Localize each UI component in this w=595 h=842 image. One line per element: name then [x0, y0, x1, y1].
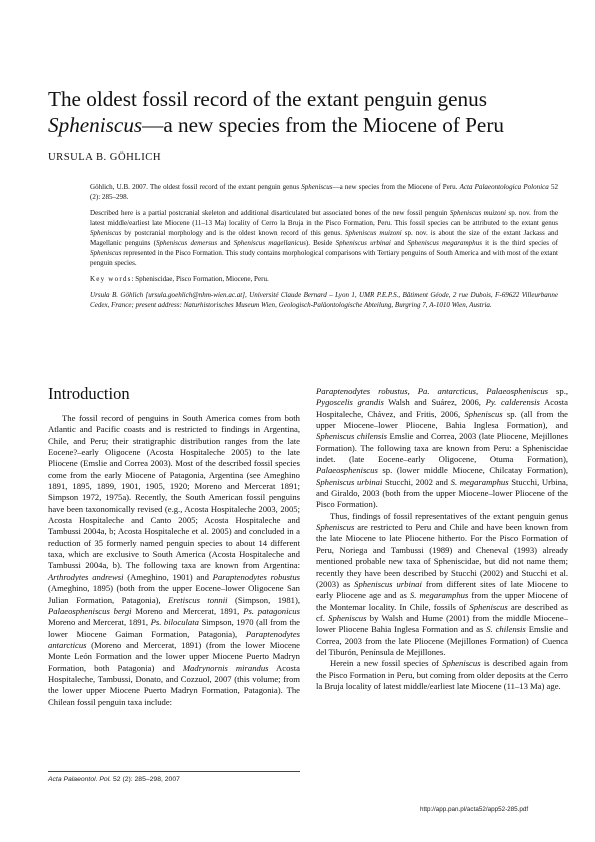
text-run: Moreno and Mercerat, 1891, — [48, 617, 151, 628]
keywords-label: Key words — [90, 275, 132, 284]
italic-run: Spheniscus muizoni — [449, 209, 506, 218]
text-run: from the upper Miocene of the Montemar locality. In Chile, fossils of — [316, 590, 568, 612]
italic-run: Palaeospheniscus bergi — [48, 605, 132, 616]
abstract-text — [90, 208, 558, 268]
italic-run: Paraptenodytes robustus — [212, 571, 300, 582]
text-run: Described here is a partial postcranial skeleton and additional disarticulated but associated bones of the new fossil penguin — [90, 209, 450, 218]
footer-rule — [48, 771, 300, 772]
intro-paragraph-2 — [316, 511, 568, 658]
text-run: sp., — [548, 386, 569, 396]
intro-paragraph-3 — [316, 658, 568, 692]
citation-end: 52 (2): 285–298. — [90, 183, 559, 202]
italic-run: S. megaramphus — [409, 590, 469, 601]
footer-url[interactable]: http://app.pan.pl/acta52/app52-285.pdf — [420, 806, 529, 813]
italic-run: Pygoscelis grandis — [316, 397, 384, 408]
footer-journal: Acta Palaeontol. Pol. — [48, 776, 112, 783]
italic-run: Palaeospheniscus — [486, 386, 548, 396]
text-run: (Ameghino, 1901) and — [123, 571, 213, 582]
italic-run: Ps. biloculata — [150, 617, 199, 628]
text-run: Stucchi, Urbina, and Giraldo, 2003 (both from the upper Miocene–lower Pliocene of the Pisco Formation). — [316, 476, 569, 510]
italic-run: Eretiscus tonnii — [168, 594, 228, 605]
italic-run: Ps. patagonicus — [243, 605, 300, 616]
keywords — [90, 274, 558, 284]
italic-run: Spheniscus — [464, 408, 503, 419]
italic-run: Py. calderensis — [485, 397, 540, 408]
keywords-list: : Spheniscidae, Pisco Formation, Miocene, Peru. — [131, 275, 269, 284]
italic-run: Spheniscus — [90, 229, 122, 238]
italic-run: Spheniscus — [316, 522, 355, 533]
text-run: it is the third species of — [481, 239, 559, 248]
intro-paragraph-1-cont — [316, 386, 568, 511]
italic-run: S. chilensis — [486, 624, 526, 635]
text-run: , — [407, 386, 418, 396]
citation-genus: Spheniscus — [301, 183, 333, 191]
italic-run: Pa. antarcticus — [417, 386, 476, 396]
text-run: sp. nov. is about the size of the extant Jackass and Magellanic penguins ( — [90, 229, 558, 248]
text-run: sp. (lower middle Miocene, Chilcatay Formation), — [377, 465, 568, 476]
text-run: represented in the Pisco Formation. This study contains morphological comparisons with Tertiary penguins of South America and with most of the extant penguin species. — [90, 249, 558, 268]
text-run: Simpson, 1970 (all from the lower Miocene Gaiman Formation, Patagonia), — [48, 617, 300, 639]
italic-run: Spheniscus megaramphus — [407, 239, 482, 248]
italic-run: Spheniscus — [90, 249, 122, 258]
citation-journal: Acta Palaeontologica Polonica — [459, 183, 549, 191]
text-run: (Simpson, 1981), — [227, 594, 300, 605]
citation-middle: —a new species from the Miocene of Peru. — [332, 183, 460, 191]
italic-run: Spheniscus — [328, 612, 367, 623]
right-column — [316, 386, 568, 692]
italic-run: Spheniscus demersus — [155, 239, 218, 248]
text-run: Stucchi, 2002 and — [382, 476, 451, 487]
citation-prefix: Göhlich, U.B. 2007. The oldest fossil record of the extant penguin genus — [90, 183, 302, 191]
text-run: (Moreno and Mercerat, 1891) (from the lower Miocene Monte León Formation and the lower upper Miocene Puerto Madryn Formation, both Patagonia) and — [48, 639, 300, 673]
text-run: Acosta Hospitaleche, Tambussi, Donato, and Cozzuol, 2007 (this volume; from the lower upper Miocene Puerto Madryn Formation, Patagonia). The Chilean fossil penguin taxa include: — [48, 662, 300, 707]
footer-volume: 52 (2): 285–298, 2007 — [111, 776, 180, 783]
text-run: by postcranial morphology and is the oldest known record of this genus. — [121, 229, 346, 238]
text-run: The fossil record of penguins in South America comes from both Atlantic and Pacific coasts and is restricted to findings in Argentina, Chile, and Peru; their stratigraphic distribution ranges from the late Eocene?–early Oligocene (Acosta Hospitaleche 2005) to the late Pliocene (Emslie and Correa 2003). Most of the described fossil species come from the early Miocene of Patagonia, Argentina (see Ameghino 1891, 1895, 1899, 1901, 1905, 1920; Moreno and Mercerat 1891; Simpson 1972, 1975a). Recently, the South American fossil penguins have been taxonomically revised (e.g., Acosta Hospitaleche 2003, 2005; Acosta Hospitaleche and Canto 2005; Acosta Hospitaleche and Tambussi 2004a, b; Acosta Hospitaleche et al. 2005) and concluded in a reduction of 35 formerly named penguin species to about 14 different taxa, which are exclusive to South America (Acosta Hospitaleche and Tambussi 2004a, b). The following taxa are known from Argentina: — [48, 413, 300, 571]
italic-run: Paraptenodytes antarcticus — [48, 628, 300, 650]
text-run: Emslie and Correa, 2003 from the late Pliocene (Mejillones Formation) of Cuenca del Tiburón, Península de Mejillones. — [316, 624, 569, 657]
italic-run: Arthrodytes andrewsi — [48, 571, 124, 582]
italic-run: Spheniscus magellanicus — [233, 239, 306, 248]
intro-paragraph-1 — [48, 413, 300, 708]
footer-citation — [48, 776, 180, 783]
italic-run: Spheniscus — [469, 601, 508, 612]
section-heading: Introduction — [48, 384, 130, 403]
text-run: Moreno and Mercerat, 1891, — [131, 605, 244, 616]
italic-run: Palaeospheniscus — [316, 465, 378, 476]
affiliation — [90, 290, 558, 310]
citation — [90, 182, 558, 202]
text-run: Thus, findings of fossil representatives of the extant penguin genus — [330, 510, 568, 521]
title-genus: Spheniscus — [48, 113, 143, 137]
text-run: sp. nov. from the latest middle/earliest late Miocene (11–13 Ma) locality of Cerro la Bruja in the Pisco Formation, Peru. This fossil species can be attributed to the extant genus — [90, 209, 559, 228]
text-run: are restricted to Peru and Chile and have been known from the late Miocene to late Pliocene hitherto. For the Pisco Formation of Peru, Noriega and Tambussi (1989) and Cheneval (1993) already mentioned probable new taxa of Spheniscidae, but did not name them; recently they have been described by Stucchi (2002) and Stucchi et al. (2003) as — [316, 522, 568, 589]
italic-run: Spheniscus chilensis — [316, 431, 388, 442]
paper-title — [48, 86, 558, 138]
text-run: and — [390, 239, 408, 248]
left-column — [48, 413, 300, 708]
text-run: Acosta Hospitaleche, Chávez, and Fritis, 2006, — [316, 397, 569, 419]
text-run: Emslie and Correa, 2003 (late Pliocene, Mejillones Formation). The following taxa are known from Peru: a Spheniscidae indet. (late Eocene–early Oligocene, Otuma Formation), — [316, 431, 568, 465]
italic-run: Paraptenodytes robustus — [316, 386, 408, 396]
abstract-block — [90, 182, 558, 317]
text-run: by Walsh and Hume (2001) from the middle Miocene–lower Pliocene Bahia Inglesa Formation and as — [316, 612, 568, 635]
italic-run: Spheniscus muizoni — [345, 229, 402, 238]
text-run: Walsh and Suárez, 2006, — [383, 397, 486, 408]
author: URSULA B. GÖHLICH — [48, 152, 161, 163]
italic-run: Spheniscus urbinai — [354, 578, 422, 589]
italic-run: Madrynornis mirandus — [182, 662, 269, 673]
title-rest: —a new species from the Miocene of Peru — [142, 113, 504, 137]
italic-run: Spheniscus — [442, 658, 481, 669]
text-run: (Ameghino, 1895) (both from the upper Eocene–lower Oligocene San Julian Formation, Patagonia), — [48, 583, 300, 605]
text-run: Herein a new fossil species of — [330, 658, 443, 669]
text-run: are described as cf. — [316, 601, 569, 623]
text-run: , — [476, 386, 487, 396]
text-run: is described again from the Pisco Formation in Peru, but coming from older deposits at the Cerro la Bruja locality of latest middle/earliest late Miocene (11–13 Ma) age. — [316, 658, 568, 691]
italic-run: Spheniscus urbinai — [316, 476, 383, 487]
italic-run: S. megaramphus — [450, 476, 509, 487]
title-line1: The oldest fossil record of the extant penguin genus — [48, 87, 487, 111]
text-run: ). Beside — [305, 239, 336, 248]
text-run: from different sites of late Miocene to early Pliocene age and as — [316, 578, 569, 601]
italic-run: Spheniscus urbinai — [335, 239, 391, 248]
affiliation-text: Ursula B. Göhlich [ursula.goehlich@nhm-wien.ac.at], Université Claude Bernard – Lyon 1, UMR P.E.P.S., Bâtiment Géode, 2 rue Dubois, F-69622 Villeurbanne Cedex, France; present address: Naturhistorisches Museum Wien, Geologisch-Paläontologische Abteilung, Burgring 7, A-1010 Wien, Austria. — [90, 291, 558, 310]
text-run: and — [217, 239, 234, 248]
text-run: sp. (all from the upper Miocene–lower Pliocene, Bahia Inglesa Formation), and — [316, 408, 569, 431]
